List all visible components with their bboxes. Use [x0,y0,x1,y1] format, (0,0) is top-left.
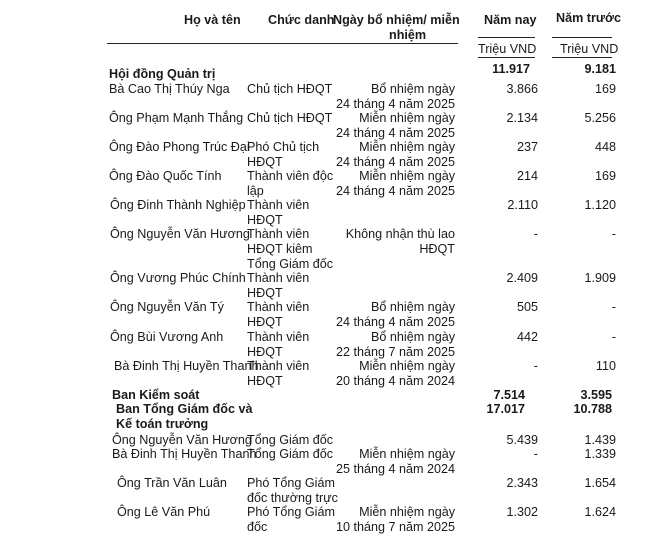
section-management-this-year: 17.017 [486,402,525,416]
board-row-date: Bổ nhiệm ngày [370,330,455,344]
unit-rule-last-year [552,57,612,58]
board-row-last-year: 169 [594,82,616,96]
board-row-name: Ông Vương Phúc Chính [110,271,246,285]
board-row-position: Thành viên [247,227,310,241]
board-row-date: 24 tháng 4 năm 2025 [335,315,455,329]
mgmt-row-name: Bà Đinh Thị Huyền Thanh [112,447,257,461]
board-row-name: Ông Bùi Vương Anh [110,330,224,344]
mgmt-row-last-year: 1.624 [584,505,616,519]
board-row-this-year: 214 [516,169,538,183]
mgmt-row-this-year: 1.302 [506,505,538,519]
header-rule-this-year [478,37,535,38]
board-row-date: Bổ nhiệm ngày [370,300,455,314]
mgmt-row-position: Tổng Giám đốc [247,447,334,461]
board-row-position: Phó Chủ tịch [247,140,320,154]
board-row-position: HĐQT [247,345,283,359]
board-row-position: HĐQT [247,374,283,388]
mgmt-row-position: Tổng Giám đốc [247,433,334,447]
mgmt-row-position: đốc [247,520,268,534]
mgmt-row-last-year: 1.339 [584,447,616,461]
header-name: Họ và tên [184,13,241,27]
board-row-name: Ông Phạm Mạnh Thắng [109,111,244,125]
board-row-date: HĐQT [419,242,455,256]
mgmt-row-this-year: 5.439 [506,433,538,447]
board-row-last-year: - [611,330,616,344]
board-row-position: lập [247,184,264,198]
board-row-position: Thành viên [247,198,310,212]
board-row-date: Miễn nhiệm ngày [359,359,455,373]
board-row-name: Ông Đào Quốc Tính [109,169,222,183]
section-management-last-year: 10.788 [573,402,612,416]
board-row-last-year: 5.256 [584,111,616,125]
mgmt-row-this-year: 2.343 [506,476,538,490]
mgmt-row-position: Phó Tổng Giám [247,505,335,519]
board-row-position: HĐQT [247,315,283,329]
board-row-name: Ông Nguyễn Văn Tý [110,300,224,314]
section-supervisory-this-year: 7.514 [493,388,525,402]
board-row-date: Không nhận thù lao [345,227,455,241]
board-row-last-year: 110 [595,359,616,373]
board-row-position: HĐQT kiêm [247,242,313,256]
board-row-last-year: - [611,227,616,241]
unit-this-year: Triệu VND [478,42,537,56]
header-date-line1: Ngày bổ nhiệm/ miễn [333,13,460,27]
board-row-date: 24 tháng 4 năm 2025 [335,126,455,140]
mgmt-row-date: 10 tháng 7 năm 2025 [335,520,455,534]
board-row-this-year: - [533,227,538,241]
board-row-date: Miễn nhiệm ngày [359,111,455,125]
board-row-this-year: 2.110 [507,198,538,212]
board-row-position: Thành viên [247,271,310,285]
mgmt-row-name: Ông Nguyễn Văn Hương [112,433,252,447]
header-rule-left [107,43,458,44]
board-row-position: Thành viên [247,359,310,373]
board-row-last-year: 1.909 [584,271,616,285]
mgmt-row-name: Ông Lê Văn Phú [117,505,211,519]
board-row-name: Bà Đinh Thị Huyền Thanh [114,359,259,373]
board-row-last-year: 1.120 [584,198,616,212]
board-row-this-year: 3.866 [506,82,538,96]
board-row-this-year: - [533,359,538,373]
unit-last-year: Triệu VND [560,42,619,56]
mgmt-row-last-year: 1.439 [584,433,616,447]
board-row-position: HĐQT [247,286,283,300]
header-last-year: Năm trước [556,11,621,25]
board-row-position: Chủ tịch HĐQT [247,111,333,125]
mgmt-row-position: Phó Tổng Giám [247,476,335,490]
board-row-name: Ông Đào Phong Trúc Đại [109,140,250,154]
section-management-title-line1: Ban Tổng Giám đốc và [116,402,253,416]
board-row-date: 24 tháng 4 năm 2025 [335,184,455,198]
mgmt-row-date: Miễn nhiệm ngày [359,447,455,461]
mgmt-row-date: Miễn nhiệm ngày [359,505,455,519]
mgmt-row-this-year: - [533,447,538,461]
board-row-position: Tổng Giám đốc [247,257,334,271]
board-row-name: Ông Đinh Thành Nghiệp [110,198,246,212]
board-row-this-year: 505 [516,300,538,314]
board-row-position: HĐQT [247,213,283,227]
board-row-date: 22 tháng 7 năm 2025 [335,345,455,359]
header-date-line2: nhiệm [389,28,427,42]
header-rule-last-year [552,37,612,38]
board-row-last-year: 448 [594,140,616,154]
board-row-name: Ông Nguyễn Văn Hương [110,227,250,241]
board-row-this-year: 2.134 [506,111,538,125]
section-supervisory-last-year: 3.595 [580,388,612,402]
header-position: Chức danh [268,13,335,27]
mgmt-row-position: đốc thường trực [247,491,338,505]
board-row-this-year: 237 [516,140,538,154]
board-row-date: 24 tháng 4 năm 2025 [335,155,455,169]
board-row-date: Bổ nhiệm ngày [370,82,455,96]
section-board-title: Hội đồng Quản trị [109,67,216,81]
board-row-date: Miễn nhiệm ngày [359,140,455,154]
board-row-last-year: 169 [594,169,616,183]
board-row-position: Chủ tịch HĐQT [247,82,333,96]
board-row-position: HĐQT [247,155,283,169]
header-this-year: Năm nay [484,13,537,27]
unit-rule-this-year [478,57,535,58]
board-row-position: Thành viên [247,300,310,314]
section-board-last-year: 9.181 [584,62,616,76]
section-board-this-year: 11.917 [492,62,530,76]
mgmt-row-name: Ông Trần Văn Luân [117,476,227,490]
board-row-date: 20 tháng 4 năm 2024 [335,374,455,388]
mgmt-row-date: 25 tháng 4 năm 2024 [335,462,455,476]
board-row-this-year: 442 [516,330,538,344]
board-row-name: Bà Cao Thị Thúy Nga [109,82,230,96]
section-management-title-line2: Kế toán trưởng [116,417,209,431]
board-row-last-year: - [611,300,616,314]
board-row-date: Miễn nhiệm ngày [359,169,455,183]
section-supervisory-title: Ban Kiểm soát [112,388,200,402]
board-row-position: Thành viên [247,330,310,344]
mgmt-row-last-year: 1.654 [584,476,616,490]
board-row-date: 24 tháng 4 năm 2025 [335,97,455,111]
board-row-this-year: 2.409 [506,271,538,285]
board-row-position: Thành viên độc [247,169,334,183]
